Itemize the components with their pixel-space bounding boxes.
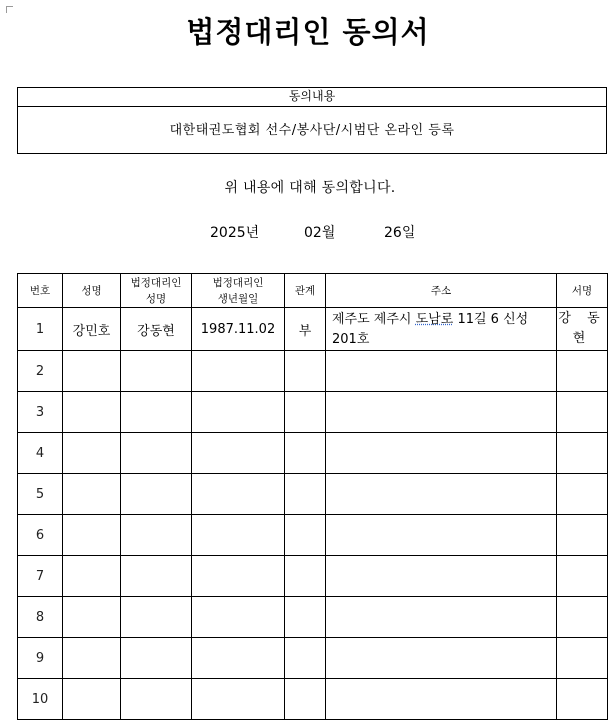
row-guardian-name[interactable] (121, 474, 192, 515)
table-row (18, 308, 608, 351)
row-address[interactable] (326, 351, 557, 392)
signature-char: 강 (558, 311, 577, 326)
row-address[interactable] (326, 474, 557, 515)
row-relation[interactable] (285, 433, 326, 474)
col-header-number: 번호 (18, 274, 63, 308)
row-signature[interactable] (557, 556, 608, 597)
row-relation[interactable] (285, 392, 326, 433)
row-relation[interactable] (285, 556, 326, 597)
row-name[interactable] (63, 392, 121, 433)
col-header-name: 성명 (63, 274, 121, 308)
address-spellcheck-word: 도남로 (415, 312, 454, 327)
row-guardian-name[interactable] (121, 556, 192, 597)
row-guardian-birth[interactable] (192, 474, 285, 515)
row-relation[interactable] (285, 638, 326, 679)
table-row (18, 515, 608, 556)
row-signature[interactable] (557, 392, 608, 433)
row-number: 4 (18, 433, 63, 474)
row-guardian-name[interactable] (121, 433, 192, 474)
agreement-statement: 위 내용에 대해 동의합니다. (224, 180, 396, 196)
row-guardian-birth[interactable] (192, 433, 285, 474)
table-row (18, 638, 608, 679)
row-name: 강민호 (63, 308, 121, 351)
row-address[interactable] (326, 515, 557, 556)
date-year: 2025년 (210, 225, 260, 241)
col-header-address: 주소 (326, 274, 557, 308)
address-part: 제주도 제주시 (332, 312, 416, 327)
row-number: 6 (18, 515, 63, 556)
row-signature[interactable] (557, 638, 608, 679)
row-guardian-name[interactable] (121, 638, 192, 679)
row-address[interactable] (326, 597, 557, 638)
row-guardian-birth[interactable] (192, 597, 285, 638)
row-relation[interactable] (285, 597, 326, 638)
row-name[interactable] (63, 638, 121, 679)
row-number: 9 (18, 638, 63, 679)
signature-char: 현 (572, 331, 592, 346)
row-number: 10 (18, 679, 63, 720)
row-signature (557, 308, 608, 351)
row-relation[interactable] (285, 679, 326, 720)
row-signature[interactable] (557, 515, 608, 556)
row-address[interactable] (326, 433, 557, 474)
row-address[interactable] (326, 679, 557, 720)
row-signature[interactable] (557, 679, 608, 720)
table-header-row (18, 274, 608, 308)
row-guardian-name[interactable] (121, 392, 192, 433)
row-number: 5 (18, 474, 63, 515)
date-day: 26일 (384, 225, 416, 241)
row-name[interactable] (63, 556, 121, 597)
row-guardian-name: 강동현 (121, 308, 192, 351)
row-signature[interactable] (557, 597, 608, 638)
row-guardian-name[interactable] (121, 597, 192, 638)
row-guardian-birth[interactable] (192, 638, 285, 679)
row-name[interactable] (63, 679, 121, 720)
consent-content: 대한태권도협회 선수/봉사단/시범단 온라인 등록 (169, 123, 455, 138)
row-name[interactable] (63, 351, 121, 392)
row-guardian-name[interactable] (121, 679, 192, 720)
table-row (18, 351, 608, 392)
row-relation: 부 (285, 308, 326, 351)
guardian-table (17, 273, 608, 720)
table-row (18, 597, 608, 638)
col-header-guardian-name: 법정대리인 성명 (121, 274, 192, 308)
row-address (326, 308, 557, 351)
row-guardian-birth[interactable] (192, 556, 285, 597)
row-guardian-name[interactable] (121, 515, 192, 556)
row-number: 1 (18, 308, 63, 351)
row-guardian-name[interactable] (121, 351, 192, 392)
table-row (18, 474, 608, 515)
table-row (18, 392, 608, 433)
row-signature[interactable] (557, 433, 608, 474)
row-name[interactable] (63, 433, 121, 474)
row-relation[interactable] (285, 351, 326, 392)
row-guardian-birth[interactable] (192, 351, 285, 392)
row-address[interactable] (326, 638, 557, 679)
row-relation[interactable] (285, 474, 326, 515)
row-address[interactable] (326, 556, 557, 597)
row-guardian-birth[interactable] (192, 515, 285, 556)
table-row (18, 433, 608, 474)
row-guardian-birth[interactable] (192, 679, 285, 720)
consent-header: 동의내용 (18, 88, 606, 107)
signature-char: 동 (587, 311, 606, 326)
col-header-guardian-birth: 법정대리인 생년월일 (192, 274, 285, 308)
consent-box (17, 87, 607, 154)
table-row (18, 679, 608, 720)
row-number: 2 (18, 351, 63, 392)
row-number: 3 (18, 392, 63, 433)
date-month: 02월 (304, 225, 336, 241)
row-name[interactable] (63, 474, 121, 515)
row-guardian-birth: 1987.11.02 (192, 308, 285, 351)
row-signature[interactable] (557, 474, 608, 515)
row-guardian-birth[interactable] (192, 392, 285, 433)
col-header-relation: 관계 (285, 274, 326, 308)
row-signature[interactable] (557, 351, 608, 392)
address-part: 11길 6 신성 201호 (332, 312, 529, 347)
row-number: 7 (18, 556, 63, 597)
row-name[interactable] (63, 597, 121, 638)
document-title: 법정대리인 동의서 (186, 15, 430, 49)
row-address[interactable] (326, 392, 557, 433)
col-header-signature: 서명 (557, 274, 608, 308)
row-number: 8 (18, 597, 63, 638)
table-row (18, 556, 608, 597)
row-relation[interactable] (285, 515, 326, 556)
row-name[interactable] (63, 515, 121, 556)
